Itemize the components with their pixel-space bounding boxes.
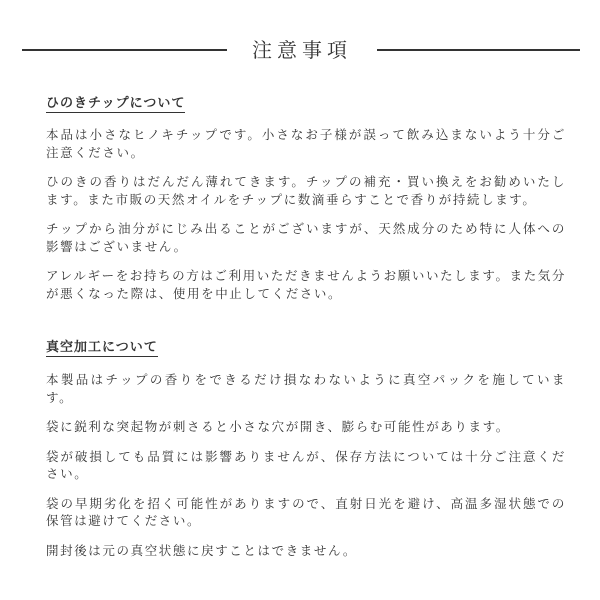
- section-title-vacuum-processing: 真空加工について: [46, 336, 158, 357]
- header-right-rule: [377, 49, 580, 51]
- page-title: 注意事項: [252, 38, 352, 62]
- paragraph: 本品は小さなヒノキチップです。小さなお子様が誤って飲み込まないよう十分ご注意ください。: [46, 127, 566, 160]
- header-left-rule: [22, 49, 227, 51]
- paragraph: 開封後は元の真空状態に戻すことはできません。: [46, 542, 357, 558]
- section-vacuum-processing: [46, 336, 566, 559]
- notice-content: [46, 92, 566, 571]
- paragraph: 本製品はチップの香りをできるだけ損なわないように真空パックを施しています。: [46, 372, 566, 405]
- section-title-hinoki-chips: ひのきチップについて: [46, 92, 185, 113]
- paragraph: アレルギーをお持ちの方はご利用いただきませんようお願いいたします。また気分が悪くなった際は、使用を中止してください。: [46, 268, 566, 301]
- paragraph: チップから油分がにじみ出ることがございますが、天然成分のため特に人体への影響はございません。: [46, 221, 566, 254]
- paragraph: ひのきの香りはだんだん薄れてきます。チップの補充・買い換えをお勧めいたします。また市販の天然オイルをチップに数滴垂らすことで香りが持続します。: [46, 174, 566, 207]
- paragraph: 袋の早期劣化を招く可能性がありますので、直射日光を避け、高温多湿状態での保管は避けてください。: [46, 495, 566, 528]
- paragraph: 袋が破損しても品質には影響ありませんが、保存方法については十分ご注意ください。: [46, 448, 566, 481]
- section-hinoki-chips: [46, 92, 566, 302]
- page-header: [0, 30, 600, 70]
- paragraph: 袋に鋭利な突起物が刺さると小さな穴が開き、膨らむ可能性があります。: [46, 419, 510, 434]
